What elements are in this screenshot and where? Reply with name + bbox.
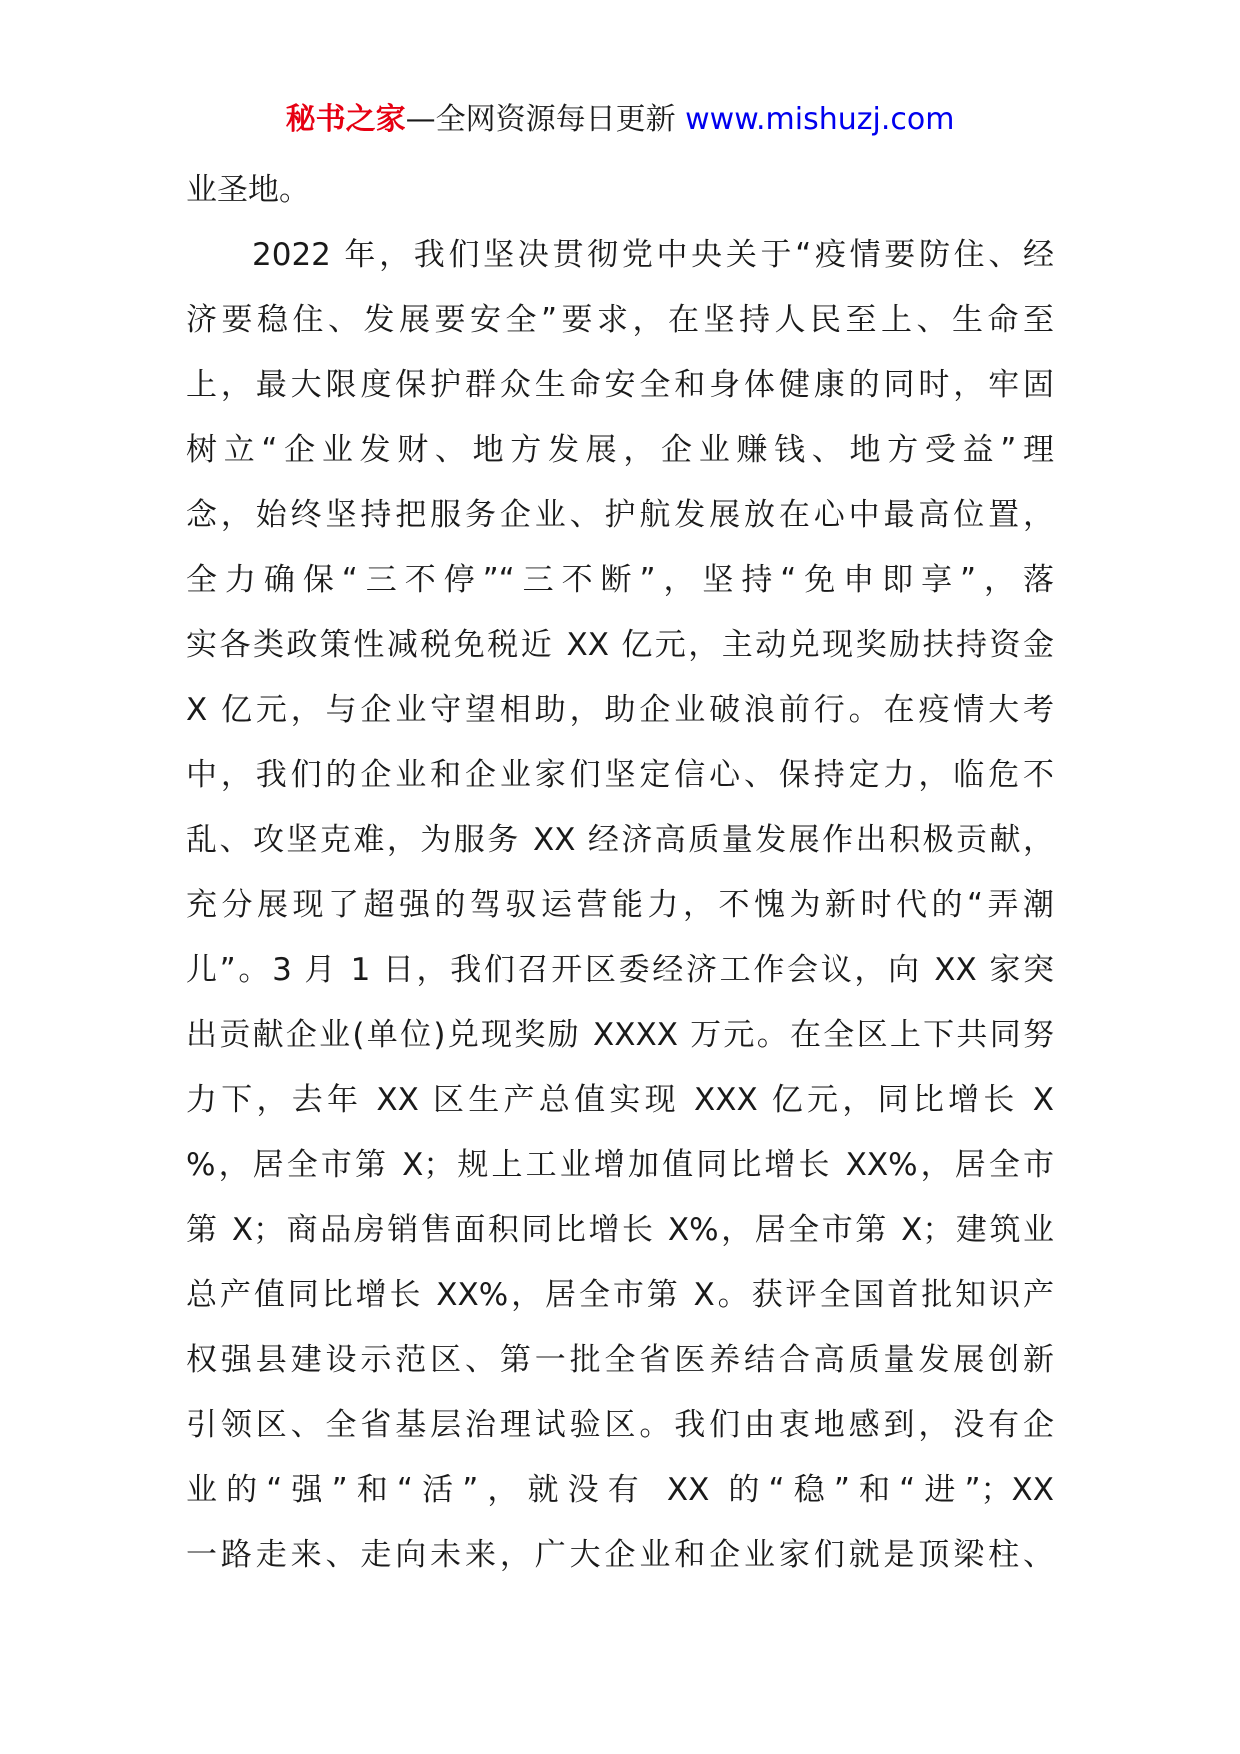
text-line: 实各类政策性减税免税近 XX 亿元，主动兑现奖励扶持资金 xyxy=(186,627,1054,663)
text-line: 权强县建设示范区、第一批全省医养结合高质量发展创新 xyxy=(186,1342,1054,1378)
text-line: 总产值同比增长 XX%，居全市第 X。获评全国首批知识产 xyxy=(186,1277,1054,1313)
text-line: 乱、攻坚克难，为服务 XX 经济高质量发展作出积极贡献， xyxy=(186,822,1054,858)
text-line: 引领区、全省基层治理试验区。我们由衷地感到，没有企 xyxy=(186,1407,1054,1443)
text-line: 出贡献企业(单位)兑现奖励 XXXX 万元。在全区上下共同努 xyxy=(186,1017,1054,1053)
text-line: 济要稳住、发展要安全”要求，在坚持人民至上、生命至 xyxy=(186,302,1054,338)
text-line: 念，始终坚持把服务企业、护航发展放在心中最高位置， xyxy=(186,497,1054,533)
text-line: 第 X；商品房销售面积同比增长 X%，居全市第 X；建筑业 xyxy=(186,1212,1054,1248)
site-url-link[interactable]: www.mishuzj.com xyxy=(685,102,955,137)
site-tagline: —全网资源每日更新 xyxy=(405,102,686,137)
text-line: X 亿元，与企业守望相助，助企业破浪前行。在疫情大考 xyxy=(186,692,1054,728)
text-line: 业圣地。 xyxy=(186,172,310,208)
text-line: 上，最大限度保护群众生命安全和身体健康的同时，牢固 xyxy=(186,367,1054,403)
text-line: %，居全市第 X；规上工业增加值同比增长 XX%，居全市 xyxy=(186,1147,1054,1183)
text-line: 2022 年，我们坚决贯彻党中央关于“疫情要防住、经 xyxy=(252,237,1054,273)
text-line: 充分展现了超强的驾驭运营能力，不愧为新时代的“弄潮 xyxy=(186,887,1054,923)
text-line: 儿”。3 月 1 日，我们召开区委经济工作会议，向 XX 家突 xyxy=(186,952,1054,988)
document-body xyxy=(186,158,1054,1588)
text-line: 一路走来、走向未来，广大企业和企业家们就是顶梁柱、 xyxy=(186,1537,1054,1573)
text-line: 业的“强”和“活”，就没有 XX 的“稳”和“进”；XX xyxy=(186,1472,1054,1508)
text-line: 中，我们的企业和企业家们坚定信心、保持定力，临危不 xyxy=(186,757,1054,793)
site-brand: 秘书之家 xyxy=(285,102,406,137)
site-header xyxy=(0,100,1240,140)
text-line: 力下，去年 XX 区生产总值实现 XXX 亿元，同比增长 X xyxy=(186,1082,1054,1118)
text-line: 全力确保“三不停”“三不断”，坚持“免申即享”，落 xyxy=(186,562,1054,598)
text-line: 树立“企业发财、地方发展，企业赚钱、地方受益”理 xyxy=(186,432,1054,468)
